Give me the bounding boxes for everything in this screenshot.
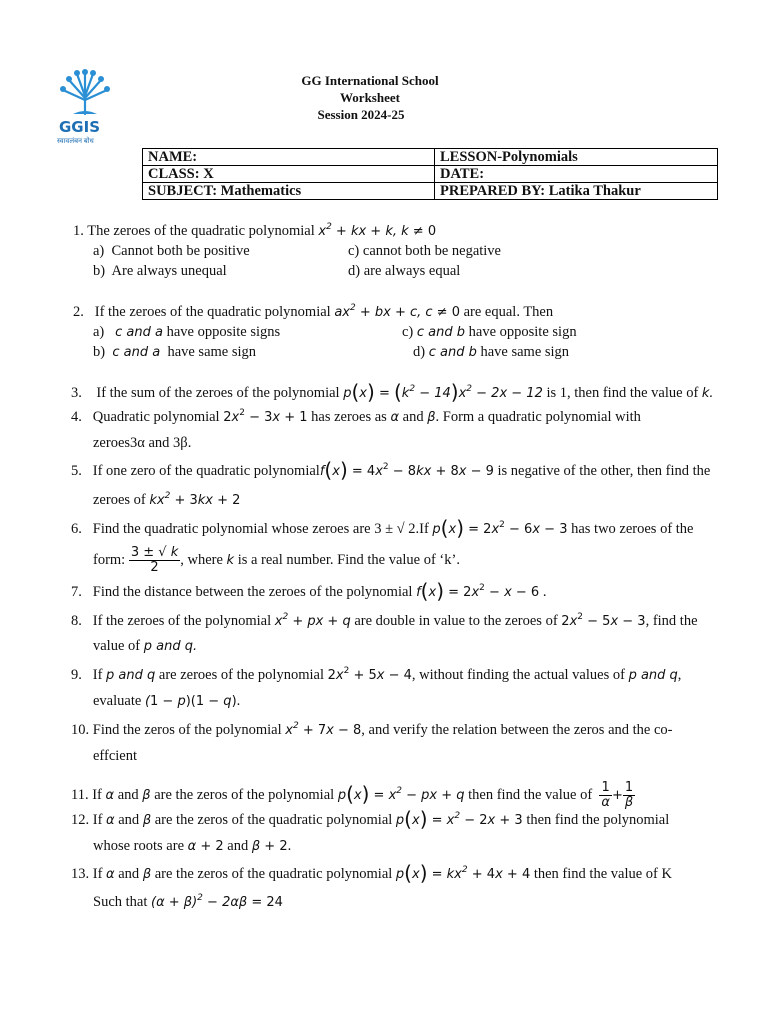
text-fragment: β <box>624 795 634 810</box>
math-expression: c and b <box>416 325 466 340</box>
question-8-line2 <box>93 638 197 655</box>
table-row <box>143 183 718 200</box>
text-fragment: If the zeroes of the quadratic polynomial <box>94 304 331 320</box>
text-fragment: b) <box>93 344 106 360</box>
question-7 <box>71 579 547 603</box>
text-fragment: 1 <box>599 781 612 796</box>
math-expression: $2x^2 - 3x + 1$ <box>223 408 308 425</box>
text-fragment: x <box>335 668 344 683</box>
text-fragment: 2 <box>409 384 416 394</box>
text-fragment: 3. <box>71 385 82 401</box>
question-10-line2: effcient <box>93 748 138 764</box>
text-fragment: 2 <box>150 560 159 575</box>
q2-option-b[interactable] <box>93 344 256 361</box>
text-fragment: then find the value of <box>468 786 593 803</box>
text-fragment: α <box>601 795 610 810</box>
text-fragment: 2 <box>396 785 402 796</box>
logo-wordmark: GGIS <box>59 118 101 136</box>
text-fragment: a) <box>93 324 105 340</box>
math-expression: $2x^2 - 5x - 3$ <box>561 612 646 629</box>
math-expression: β <box>142 813 152 828</box>
math-expression: 4x + 4 <box>486 867 531 882</box>
question-10 <box>71 722 673 739</box>
text-fragment: zeroes of <box>93 492 146 508</box>
text-fragment: . <box>542 584 547 600</box>
text-fragment: and <box>118 812 140 828</box>
text-fragment: form: <box>93 551 126 568</box>
text-fragment: The zeroes of the quadratic polynomial <box>87 223 315 239</box>
document-header <box>220 72 520 123</box>
math-expression: α + <box>187 839 216 854</box>
subject-field: SUBJECT: Mathematics <box>143 183 435 200</box>
math-expression: 3kx + 2 <box>189 493 241 508</box>
school-logo <box>55 68 115 148</box>
text-fragment: then find the polynomial <box>526 812 670 828</box>
text-fragment <box>599 796 612 810</box>
math-expression: 24 <box>266 895 283 910</box>
text-fragment: 2 <box>292 721 299 731</box>
text-fragment: Are always unequal <box>111 263 227 279</box>
question-6-line2 <box>93 546 460 575</box>
fraction-3-sqrt-k-over-2 <box>129 546 180 575</box>
math-expression: p and q. <box>143 639 198 654</box>
text-fragment: and <box>402 409 424 425</box>
text-fragment: ) <box>419 861 428 885</box>
math-expression: β <box>427 410 436 425</box>
question-9-line2: evaluate (1 − p)(1 − q). <box>93 693 241 709</box>
date-field[interactable]: DATE: <box>435 166 718 183</box>
math-expression: c and b <box>428 345 477 360</box>
q1-option-c[interactable] <box>348 243 501 260</box>
text-fragment: ( <box>404 807 412 831</box>
question-3 <box>71 380 714 404</box>
text-fragment: ) <box>367 380 375 404</box>
text-fragment: 6. <box>71 521 82 537</box>
text-fragment: value of <box>93 638 141 654</box>
question-4 <box>71 409 641 426</box>
text-fragment: ) <box>456 516 464 540</box>
math-expression: β + <box>251 839 280 854</box>
question-8 <box>71 613 698 630</box>
math-expression: β <box>142 867 152 882</box>
text-fragment: x <box>231 410 240 425</box>
question-12 <box>71 807 670 831</box>
question-1 <box>73 223 436 240</box>
document-type: Worksheet <box>340 90 400 105</box>
text-fragment: 2. <box>73 304 84 320</box>
text-fragment: are the zeros of the quadratic polynomial <box>154 812 393 828</box>
text-fragment: is 1, then find the value of <box>546 385 699 401</box>
text-fragment: 10. <box>71 722 90 738</box>
math-expression: $p(x) = x^2$ − <box>395 807 480 831</box>
question-11 <box>71 781 635 810</box>
text-fragment: 2 <box>164 491 171 501</box>
question-9: 9. If p and q are zeroes of the polynomial $2x^2 + 5x - 4$, without finding the actual values of p and q, <box>71 666 682 683</box>
q2-option-a[interactable] <box>93 324 280 341</box>
text-fragment: cannot both be negative <box>362 243 501 259</box>
text-fragment: a) <box>93 243 105 259</box>
text-fragment: , where <box>180 551 223 568</box>
text-fragment: evaluate <box>93 693 142 709</box>
text-fragment: are the zeros of the polynomial <box>154 786 335 803</box>
text-fragment: 2 <box>454 811 461 821</box>
text-fragment: c) <box>402 324 414 340</box>
lesson-field: LESSON-Polynomials <box>435 149 718 166</box>
text-fragment: 2 <box>343 666 350 676</box>
text-fragment: d) <box>348 263 361 279</box>
student-info-table <box>142 148 718 200</box>
text-fragment: 1. <box>73 223 84 239</box>
math-expression: p and q <box>106 668 156 683</box>
math-expression: $(\alpha + \beta)^2 - 2\alpha\beta$ = <box>151 893 267 910</box>
text-fragment: x <box>376 668 385 683</box>
text-fragment: Find the zeros of the polynomial <box>92 722 282 738</box>
text-fragment: , and verify the relation between the zeros and the co- <box>361 722 673 738</box>
math-expression: α <box>390 410 400 425</box>
math-expression: α <box>105 787 115 803</box>
q2-option-c[interactable] <box>402 324 577 341</box>
text-fragment: and <box>118 866 140 882</box>
text-fragment: have opposite signs <box>166 324 281 340</box>
text-fragment: Such that <box>93 894 148 910</box>
fraction-1-over-alpha <box>599 781 612 810</box>
text-fragment: d) <box>413 344 426 360</box>
text-fragment: 2 <box>499 520 505 530</box>
text-fragment: If <box>92 812 103 828</box>
math-expression: $x^2$ + kx + k, k ≠ <box>318 222 428 239</box>
math-expression: $p(x) = (k^2 - 14)x^2 - 2x - 12$ <box>343 380 543 404</box>
text-fragment: ( <box>440 516 449 540</box>
math-expression: $p(x) = x^2$ − px + q <box>337 781 465 806</box>
text-fragment: 11. <box>71 786 89 803</box>
text-fragment: q <box>223 694 232 709</box>
text-fragment: is negative of the other, then find the <box>497 463 711 479</box>
name-field[interactable]: NAME: <box>143 149 435 166</box>
q2-option-d[interactable] <box>413 344 569 361</box>
math-expression: β <box>142 787 151 803</box>
text-fragment: x <box>487 813 496 828</box>
question-12-line2: whose roots are α + 2 and β + 2. <box>93 838 292 854</box>
text-fragment: whose roots are <box>93 838 185 854</box>
text-fragment: x <box>504 585 512 600</box>
math-expression: f(x) = <box>319 458 367 482</box>
text-fragment: ( <box>393 380 402 404</box>
question-5-line2 <box>93 492 240 509</box>
text-fragment: have opposite sign <box>468 324 577 340</box>
math-expression: $4x^2 - 8kx + 8x - 9$ <box>366 462 494 479</box>
text-fragment: If <box>92 866 103 882</box>
text-fragment: x <box>491 522 500 537</box>
text-fragment: x <box>471 585 480 600</box>
math-expression: 2 <box>215 839 224 854</box>
math-expression: ( <box>144 694 151 709</box>
text-fragment: ) <box>436 579 444 603</box>
question-13-line2 <box>93 894 283 911</box>
math-expression: $ax^2$ + bx + c, c ≠ <box>334 303 452 320</box>
text-fragment: x <box>458 464 467 479</box>
prepared-by-field: PREPARED BY: Latika Thakur <box>435 183 718 200</box>
text-fragment: 2 <box>239 408 245 418</box>
text-fragment: 9. <box>71 667 82 683</box>
text-fragment: has two zeroes of the <box>571 521 694 537</box>
q1-option-a[interactable] <box>93 243 250 260</box>
text-fragment: p <box>177 694 186 709</box>
text-fragment: k <box>170 545 179 560</box>
class-field: CLASS: X <box>143 166 435 183</box>
text-fragment <box>623 796 635 810</box>
text-fragment: has zeroes as <box>311 409 387 425</box>
text-fragment: are always equal <box>363 263 461 279</box>
text-fragment: x <box>375 464 383 479</box>
text-fragment: 2 <box>382 462 389 472</box>
text-fragment: ( <box>404 861 412 885</box>
text-fragment: kx <box>197 493 214 508</box>
math-expression: $p(x) = kx^2$ + <box>395 861 487 885</box>
text-fragment: Quadratic polynomial <box>92 409 220 425</box>
text-fragment: If the zeroes of the polynomial <box>92 613 272 629</box>
tree-emblem-icon <box>55 68 115 118</box>
text-fragment: 2 <box>349 303 356 313</box>
math-expression: 0 <box>427 224 437 239</box>
question-4-line2: zeroes3α and 3β. <box>93 435 192 451</box>
text-fragment: ) <box>419 807 428 831</box>
text-fragment: 2 <box>479 583 485 593</box>
math-expression: $2x^2 - 6x - 3$ <box>483 520 568 537</box>
text-fragment: 13. <box>71 866 90 882</box>
text-fragment: If one zero of the quadratic polynomial <box>92 463 320 479</box>
math-expression: $x^2$ + px + q <box>274 612 351 629</box>
question-6 <box>71 516 694 540</box>
session-label: Session 2024-25 <box>317 107 405 122</box>
text-fragment: x <box>326 723 334 738</box>
question-5 <box>71 458 711 482</box>
text-fragment: ) <box>450 380 459 404</box>
math-expression: $x^2$ + <box>285 721 318 738</box>
text-fragment: 8. <box>71 613 82 629</box>
math-expression: α <box>106 813 115 828</box>
text-fragment: 3 ± √ k <box>130 545 179 560</box>
math-expression: 0 <box>451 305 460 320</box>
question-2 <box>73 304 553 321</box>
text-fragment: If <box>92 667 103 683</box>
math-expression: 1 − p)(1 − q) <box>150 694 237 709</box>
math-expression: p(x) = <box>432 516 484 540</box>
text-fragment: are the zeros of the quadratic polynomial <box>154 866 393 882</box>
math-expression: k <box>226 552 235 568</box>
text-fragment: have same sign <box>480 344 570 360</box>
math-expression: $2x^2 - x - 6$ <box>463 583 540 600</box>
text-fragment: x <box>495 867 503 882</box>
school-name: GG International School <box>301 73 439 88</box>
text-fragment: x <box>532 522 541 537</box>
q1-option-b[interactable] <box>93 263 227 280</box>
math-expression: 2 <box>279 839 288 854</box>
text-fragment: 2 <box>282 612 289 622</box>
text-fragment: 2 <box>466 384 473 394</box>
math-expression: c and a <box>115 325 163 340</box>
text-fragment: 2 <box>326 222 332 232</box>
text-fragment: ( <box>324 458 333 482</box>
text-fragment: ( <box>420 579 429 603</box>
text-fragment: is a real number. Find the value of ‘k’. <box>237 551 460 568</box>
text-fragment: are equal. Then <box>463 304 554 320</box>
text-fragment: ) <box>339 458 348 482</box>
math-expression: 7x − 8 <box>317 723 362 738</box>
text-fragment: 4. <box>71 409 82 425</box>
text-fragment: have same sign <box>167 344 257 360</box>
text-fragment: are zeroes of the polynomial <box>158 667 324 683</box>
math-expression: $kx^2$ + <box>149 491 190 508</box>
text-fragment: 2 <box>197 893 203 903</box>
text-fragment: x <box>569 614 578 629</box>
text-fragment: then find the value of K <box>533 866 672 882</box>
text-fragment: Cannot both be positive <box>111 243 250 259</box>
text-fragment: are double in value to the zeroes of <box>354 613 558 629</box>
table-row <box>143 166 718 183</box>
question-13 <box>71 861 672 885</box>
math-expression: α <box>106 867 115 882</box>
table-row <box>143 149 718 166</box>
text-fragment: 7. <box>71 584 82 600</box>
text-fragment: 2 <box>461 865 468 875</box>
text-fragment: ( <box>346 781 354 806</box>
text-fragment: 12. <box>71 812 90 828</box>
fraction-1-over-beta <box>623 781 635 810</box>
text-fragment: , find the <box>645 613 698 629</box>
math-expression: + <box>611 787 623 803</box>
text-fragment: 5. <box>71 463 82 479</box>
text-fragment: 1 <box>623 781 635 796</box>
text-fragment: , without finding the actual values of <box>411 667 625 683</box>
text-fragment: . Form a quadratic polynomial with <box>435 409 641 425</box>
text-fragment: 2 <box>577 612 583 622</box>
text-fragment: ( <box>351 380 360 404</box>
math-expression: 2x + 3 <box>479 813 523 828</box>
math-expression: $2x^2 + 5x - 4$ <box>327 666 412 683</box>
math-expression: c and a <box>112 345 161 360</box>
text-fragment: x <box>272 410 281 425</box>
math-expression: k. <box>701 386 714 401</box>
text-fragment: Find the distance between the zeroes of the polynomial <box>92 584 413 600</box>
text-fragment: kx <box>416 464 432 479</box>
q1-option-d[interactable] <box>348 263 460 280</box>
text-fragment: x <box>610 614 619 629</box>
text-fragment: If the sum of the zeroes of the polynomial <box>96 385 340 401</box>
logo-tagline: स्वावलंबन बोध <box>57 137 94 145</box>
text-fragment: If <box>92 786 102 803</box>
text-fragment: ) <box>361 781 370 806</box>
text-fragment: and <box>117 786 139 803</box>
math-expression: f(x) = <box>416 579 464 603</box>
text-fragment: b) <box>93 263 106 279</box>
math-expression: p and q <box>628 668 678 683</box>
text-fragment: Find the quadratic polynomial whose zeroes are 3 ± √ 2.If <box>92 521 429 537</box>
text-fragment: c) <box>348 243 360 259</box>
